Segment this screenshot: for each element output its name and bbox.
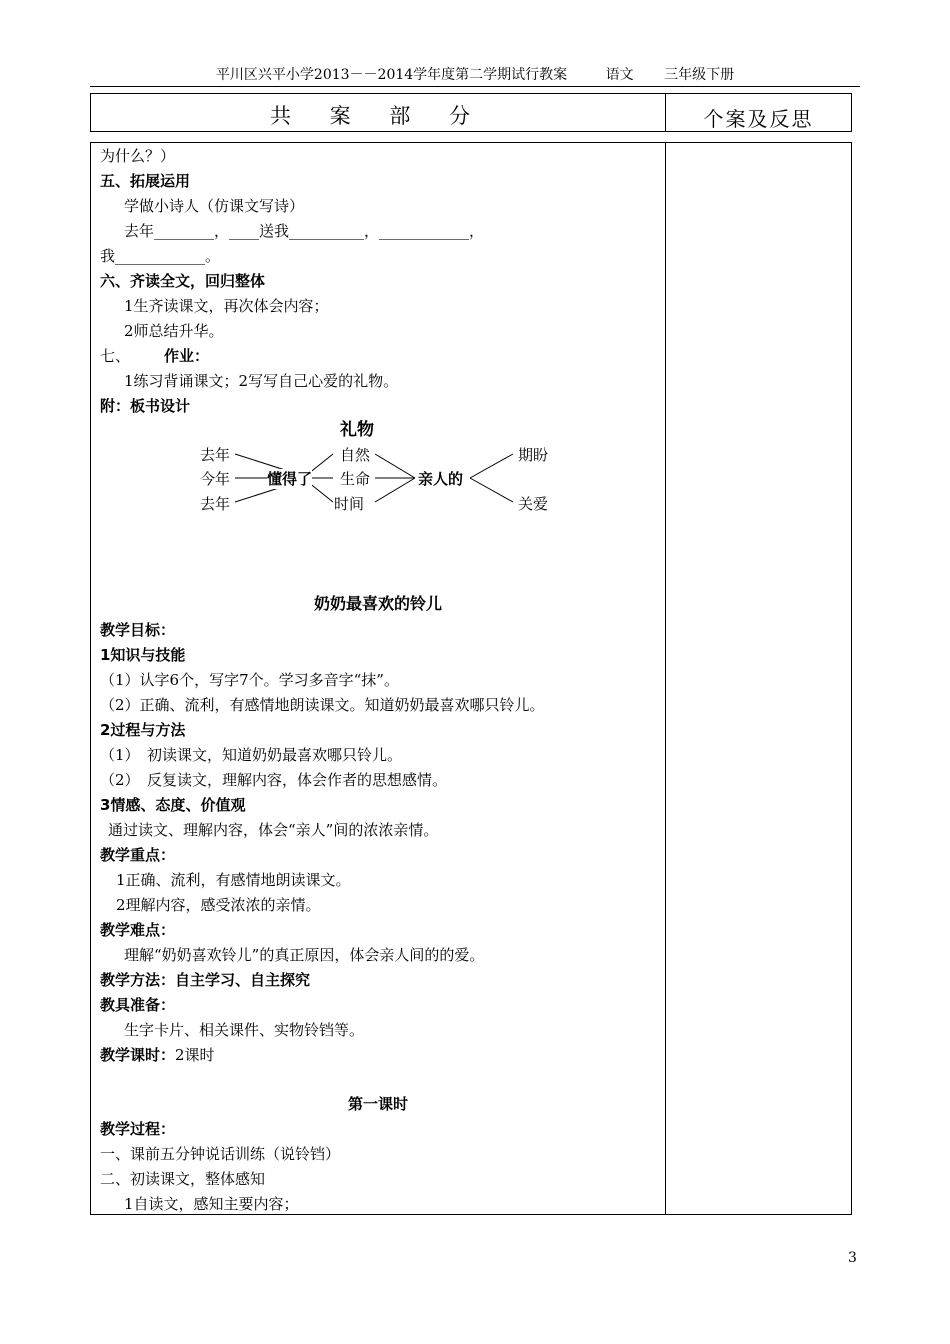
text-line: 二、初读课文，整体感知	[100, 1170, 266, 1188]
text-line: 为什么？）	[100, 147, 176, 165]
board-left-term: 去年	[200, 446, 231, 464]
text-line: （2） 反复读文，理解内容，体会作者的思想感情。	[100, 771, 448, 789]
hours-value: 2课时	[175, 1046, 215, 1064]
section-heading: 教学方法：自主学习、自主探究	[100, 971, 311, 989]
text-line: 2师总结升华。	[124, 322, 224, 340]
table-header-right-label: 个案及反思	[703, 107, 814, 131]
table-header-right-cell	[665, 93, 852, 132]
text-line: 1正确、流利，有感情地朗读课文。	[116, 871, 351, 889]
text-line: 2理解内容，感受浓浓的亲情。	[116, 896, 321, 914]
sub-heading: 3情感、态度、价值观	[100, 796, 246, 814]
lesson-title: 奶奶最喜欢的铃儿	[313, 594, 442, 613]
table-header-left-label: 共 案 部 分	[269, 104, 487, 128]
board-left-term: 去年	[200, 495, 231, 513]
board-object: 亲人的	[418, 470, 464, 488]
text-line: 一、课前五分钟说话训练（说铃铛）	[100, 1145, 341, 1163]
text-line: 生字卡片、相关课件、实物铃铛等。	[124, 1021, 365, 1039]
text-line: 1生齐读课文，再次体会内容；	[124, 297, 329, 315]
section-heading: 教学目标：	[100, 621, 176, 639]
page-header	[90, 64, 860, 86]
board-middle-term: 生命	[340, 470, 371, 488]
section-heading: 教学重点：	[100, 846, 176, 864]
section-heading: 作业：	[164, 347, 210, 365]
hours-label: 教学课时：	[100, 1046, 176, 1064]
board-middle-term: 时间	[334, 495, 365, 513]
section-heading: 六、齐读全文，回归整体	[100, 272, 266, 290]
text-line: （1） 初读课文，知道奶奶最喜欢哪只铃儿。	[100, 746, 403, 764]
text-line: 理解“奶奶喜欢铃儿”的真正原因，体会亲人间的的爱。	[124, 946, 485, 964]
section-number: 七、	[100, 347, 131, 365]
board-verb: 懂得了	[267, 470, 313, 488]
page-number: 3	[848, 1250, 857, 1266]
text-line: （1）认字6个，写字7个。学习多音字“抹”。	[100, 671, 399, 689]
board-middle-term: 自然	[340, 446, 371, 464]
header-school-term: 平川区兴平小学2013－－2014学年度第二学期试行教案	[215, 67, 568, 83]
section-heading: 五、拓展运用	[100, 172, 191, 190]
section-heading: 教学过程：	[100, 1120, 176, 1138]
board-left-term: 今年	[200, 470, 231, 488]
session-title: 第一课时	[347, 1095, 408, 1113]
fill-in-line: 我____________。	[100, 247, 221, 265]
header-rule	[90, 86, 860, 87]
sub-heading: 1知识与技能	[100, 646, 186, 664]
header-subject: 语文	[605, 67, 634, 83]
section-heading: 教学难点：	[100, 921, 176, 939]
section-heading: 教具准备：	[100, 996, 176, 1014]
text-line: （2）正确、流利，有感情地朗读课文。知道奶奶最喜欢哪只铃儿。	[100, 696, 545, 714]
board-right-term: 期盼	[518, 446, 549, 464]
text-line: 学做小诗人（仿课文写诗）	[124, 197, 305, 215]
header-grade: 三年级下册	[664, 67, 735, 83]
text-line: 通过读文、理解内容，体会“亲人”间的浓浓亲情。	[108, 821, 439, 839]
section-heading: 附：板书设计	[100, 397, 191, 415]
text-line: 1练习背诵课文；2写写自己心爱的礼物。	[124, 372, 399, 390]
hours-line	[100, 1045, 215, 1065]
reflection-cell	[665, 142, 852, 1215]
table-header-left-cell	[90, 93, 666, 132]
sub-heading: 2过程与方法	[100, 721, 186, 739]
text-line: 1自读文，感知主要内容；	[124, 1195, 299, 1213]
fill-in-line: 去年________，____送我__________，____________，	[124, 222, 485, 240]
board-title: 礼物	[340, 420, 374, 440]
board-right-term: 关爱	[518, 495, 549, 513]
